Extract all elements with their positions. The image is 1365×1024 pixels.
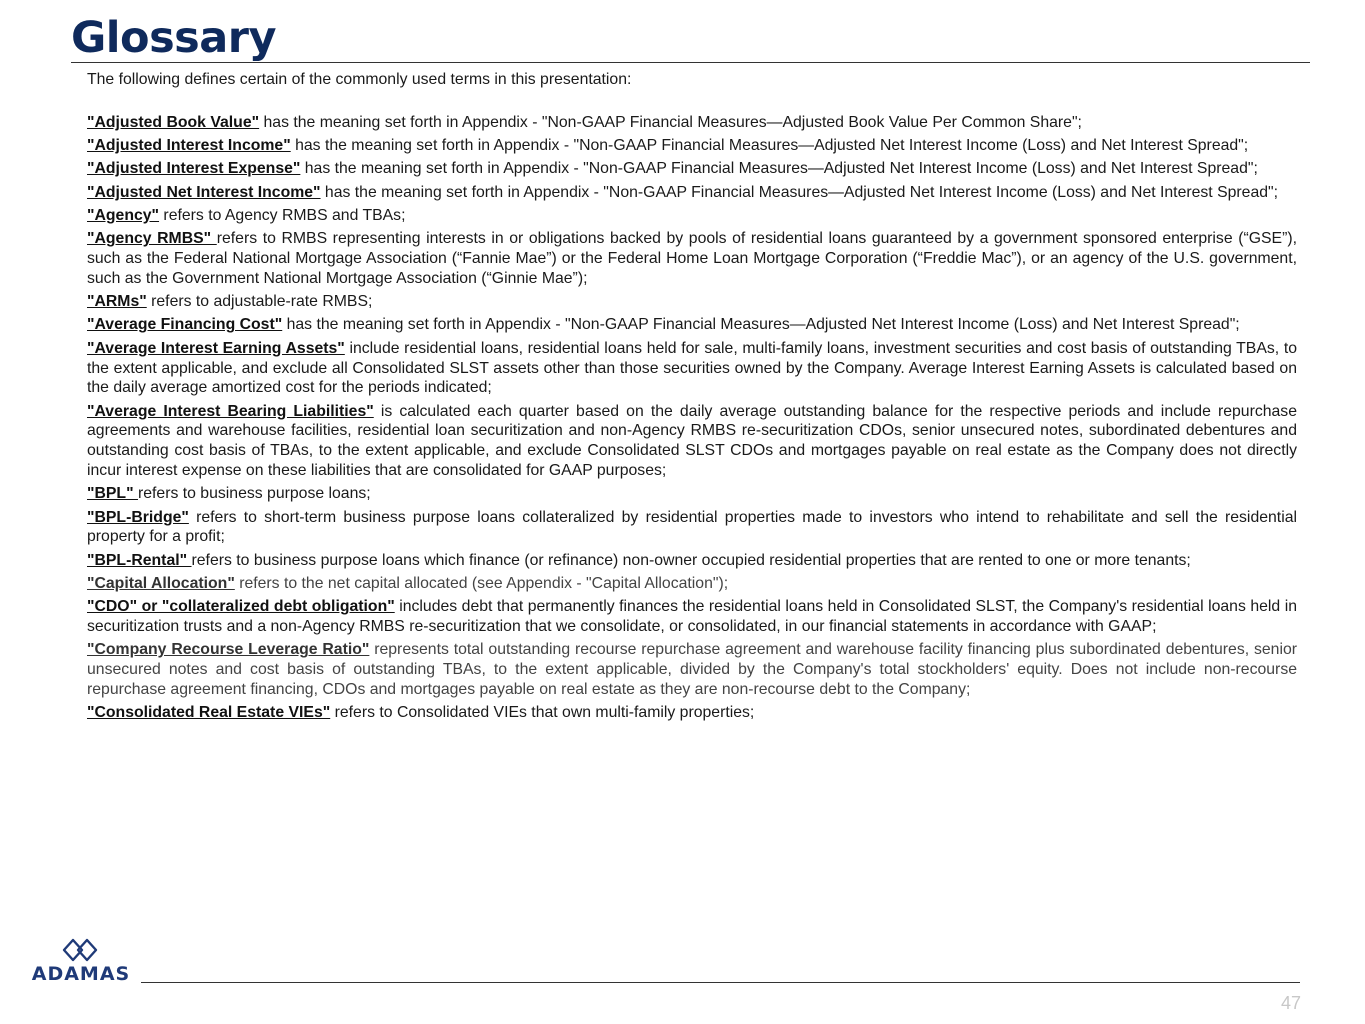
glossary-entry: [87, 206, 1297, 226]
glossary-definition: represents total outstanding recourse repurchase agreement and warehouse facility financing plus subordinated debentures, senior unsecured notes and cost basis of outstanding TBAs, to the extent applicable, divided by the Company's total stockholders' equity. Does not include non-recourse repurchase agreement financing, CDOs and mortgages payable on real estate as they are non-recourse debt to the Company;: [87, 641, 1298, 699]
glossary-term: "ARMs": [87, 293, 147, 311]
glossary-entry: [87, 597, 1297, 637]
title-divider: [71, 62, 1310, 63]
page-number: 47: [1280, 993, 1301, 1013]
glossary-term: "Capital Allocation": [87, 575, 235, 593]
glossary-entry: [87, 229, 1297, 288]
glossary-entry: [87, 292, 1297, 312]
glossary-term: "Adjusted Interest Expense": [87, 160, 301, 178]
glossary-entry: [87, 315, 1297, 335]
glossary-term: "Agency": [87, 206, 160, 224]
glossary-definition: refers to the net capital allocated (see Appendix - "Capital Allocation");: [234, 575, 729, 593]
glossary-term: "Adjusted Net Interest Income": [87, 183, 321, 201]
adamas-logo: [26, 937, 136, 987]
glossary-entry: [87, 159, 1297, 179]
glossary-definition: has the meaning set forth in Appendix - "Non-GAAP Financial Measures—Adjusted Net Interest Income (Loss) and Net Interest Spread";: [320, 183, 1279, 201]
glossary-entry: [87, 640, 1297, 699]
glossary-definition: refers to Consolidated VIEs that own multi-family properties;: [330, 704, 755, 722]
glossary-term: "Adjusted Interest Income": [87, 137, 291, 155]
glossary-entry: [87, 136, 1297, 156]
glossary-definition: refers to adjustable-rate RMBS;: [146, 293, 373, 311]
glossary-entry: [87, 183, 1297, 203]
glossary-term: "Average Financing Cost": [87, 316, 283, 334]
glossary-entry: [87, 339, 1297, 398]
glossary-definition: refers to Agency RMBS and TBAs;: [159, 206, 406, 224]
glossary-entry: [87, 551, 1297, 571]
glossary-definition: has the meaning set forth in Appendix - "Non-GAAP Financial Measures—Adjusted Net Interest Income (Loss) and Net Interest Spread";: [300, 160, 1258, 178]
glossary-term: "Average Interest Bearing Liabilities": [87, 402, 374, 420]
glossary-definition: include residential loans, residential loans held for sale, multi-family loans, investment securities and cost basis of outstanding TBAs, to the extent applicable, and exclude all Consolidated SLST assets other than those securities owned by the Company. Average Interest Earning Assets is calculated based on the daily average amortized cost for the periods indicated;: [87, 339, 1297, 397]
logo-text: ADAMAS: [31, 963, 131, 985]
glossary-definition: is calculated each quarter based on the daily average outstanding balance for the respective periods and include repurchase agreements and warehouse facilities, residential loan securitization and non-Agency RMBS re-securitization CDOs, senior unsecured notes, subordinated debentures and outstanding cost basis of TBAs, to the extent applicable, and exclude Consolidated SLST CDOs and mortgages payable on real estate as the Company does not directly incur interest expense on these liabilities that are consolidated for GAAP purposes;: [87, 402, 1297, 480]
glossary-term: "BPL-Bridge": [87, 508, 189, 526]
glossary-definition: has the meaning set forth in Appendix - "Non-GAAP Financial Measures—Adjusted Book Value Per Common Share";: [259, 113, 1082, 131]
glossary-term: "BPL": [87, 485, 138, 503]
glossary-definition: includes debt that permanently finances the residential loans held in Consolidated SLST, the Company's residential loans held in securitization trusts and a non-Agency RMBS re-securitization that we consolidate, or consolidated, in our financial statements in accordance with GAAP;: [87, 598, 1297, 636]
glossary-content: [87, 70, 1297, 727]
glossary-term: "Average Interest Earning Assets": [87, 339, 345, 357]
glossary-entry: [87, 703, 1297, 723]
glossary-term: "Company Recourse Leverage Ratio": [87, 641, 370, 659]
glossary-term: "Agency RMBS": [87, 230, 217, 248]
glossary-entry: [87, 484, 1297, 504]
glossary-definition: refers to RMBS representing interests in or obligations backed by pools of residential loans guaranteed by a government sponsored enterprise (“GSE”), such as the Federal National Mortgage Association (“Fannie Mae”) or the Federal Home Loan Mortgage Corporation (“Freddie Mac”), or an agency of the U.S. government, such as the Government National Mortgage Association (“Ginnie Mae”);: [87, 230, 1297, 287]
glossary-list: [87, 113, 1297, 723]
glossary-entry: [87, 113, 1297, 133]
glossary-definition: refers to business purpose loans which finance (or refinance) non-owner occupied residential properties that are rented to one or more tenants;: [191, 551, 1191, 569]
glossary-entry: [87, 508, 1297, 548]
page-title: Glossary: [71, 13, 277, 63]
glossary-entry: [87, 402, 1297, 481]
glossary-term: "BPL-Rental": [87, 551, 192, 569]
glossary-definition: refers to business purpose loans;: [137, 485, 371, 503]
glossary-definition: refers to short-term business purpose loans collateralized by residential properties made to investors who intend to rehabilitate and sell the residential property for a profit;: [87, 508, 1297, 546]
glossary-definition: has the meaning set forth in Appendix - "Non-GAAP Financial Measures—Adjusted Net Interest Income (Loss) and Net Interest Spread";: [290, 137, 1249, 155]
intro-text: The following defines certain of the commonly used terms in this presentation:: [87, 71, 632, 88]
glossary-term: "Adjusted Book Value": [87, 113, 260, 131]
glossary-entry: [87, 574, 1297, 594]
glossary-definition: has the meaning set forth in Appendix - "Non-GAAP Financial Measures—Adjusted Net Interest Income (Loss) and Net Interest Spread";: [282, 316, 1240, 334]
glossary-term: "CDO" or "collateralized debt obligation": [87, 598, 395, 616]
glossary-term: "Consolidated Real Estate VIEs": [87, 704, 331, 722]
footer-divider: [141, 982, 1300, 983]
adamas-logo-icon: [61, 937, 99, 963]
